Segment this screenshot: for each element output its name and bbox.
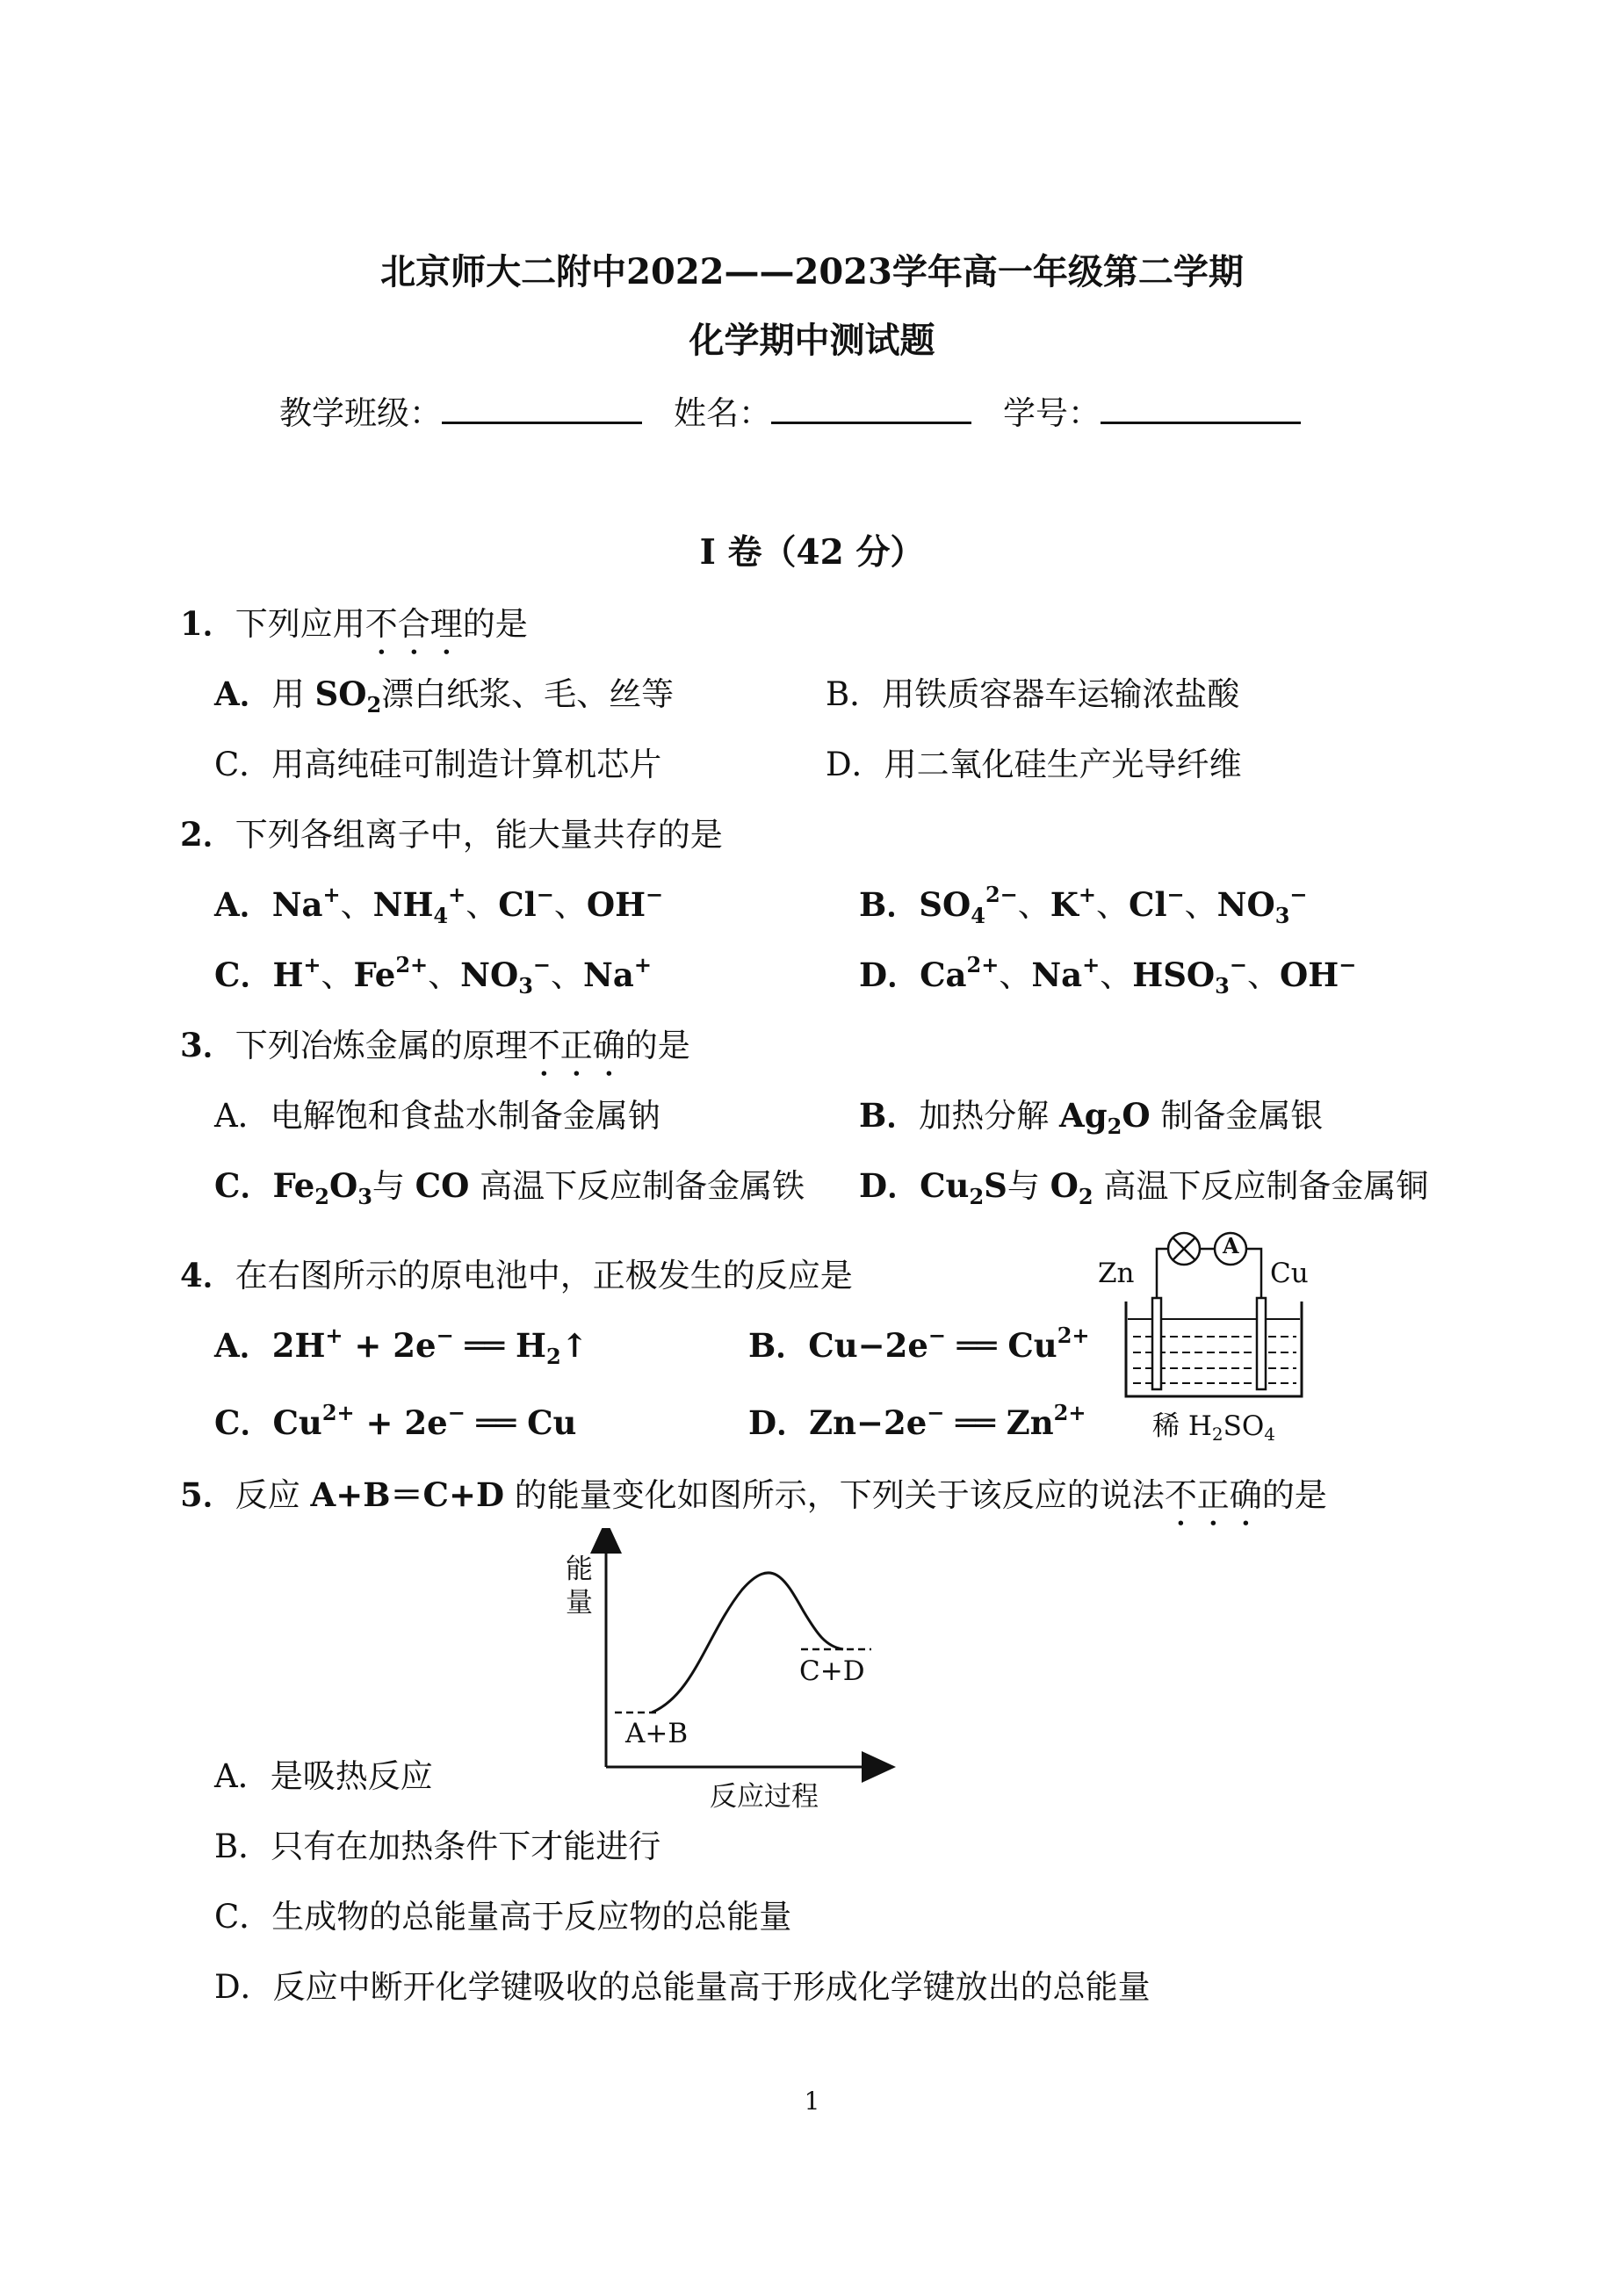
q2-stem: 2．下列各组离子中，能大量共存的是 [180,815,723,854]
q4-stem: 4．在右图所示的原电池中，正极发生的反应是 [180,1256,853,1294]
section-title: I 卷（42 分） [699,532,925,573]
class-label: 教学班级： [279,394,442,432]
q4-option-c: C．$Cu^{2+} + 2e^-$ ══ Cu [214,1400,577,1442]
ammeter-label: A [1223,1233,1239,1258]
exam-title-line1: 北京师大二附中2022——2023学年高一年级第二学期 [380,251,1244,292]
energy-curve [652,1573,843,1713]
cu-electrode [1257,1298,1266,1389]
q5-option-b: B．只有在加热条件下才能进行 [214,1828,661,1865]
q3-stem: 3．下列冶炼金属的原理不正确的是 [180,1026,690,1064]
zn-electrode [1152,1298,1161,1389]
products-label: C+D [799,1655,865,1687]
q1-option-d: D．用二氧化硅生产光导纤维 [826,746,1242,783]
q3-option-a: A．电解饱和食盐水制备金属钠 [214,1097,660,1135]
name-blank[interactable] [771,390,971,424]
q1-option-b: B．用铁质容器车运输浓盐酸 [826,675,1240,713]
zn-label: Zn [1098,1258,1135,1289]
cu-label: Cu [1270,1258,1309,1289]
class-blank[interactable] [442,390,642,424]
energy-axis-label: 能 量 [566,1554,593,1619]
q3-option-b: B．加热分解 $Ag_2O$ 制备金属银 [859,1096,1324,1139]
q5-stem: 5．反应 A+B＝C+D 的能量变化如图所示，下列关于该反应的说法不正确的是 [180,1475,1327,1514]
reactants-label: A+B [625,1718,689,1749]
energy-diagram [562,1528,896,1822]
name-label: 姓名： [674,394,771,432]
exam-title-line2: 化学期中测试题 [689,320,935,361]
q4-option-b: B．Cu−2e− ══ $Cu^{2+}$ [748,1323,1090,1365]
q4-option-d: D．Zn−2e− ══ $Zn^{2+}$ [748,1400,1086,1442]
q5-option-a: A．是吸热反应 [214,1757,433,1795]
q3-option-c: C．$Fe_2O_3$与 CO 高温下反应制备金属铁 [214,1166,805,1209]
q1-option-a: A．用 $SO_2$漂白纸浆、毛、丝等 [214,674,675,717]
q3-option-d: D．$Cu_2S$与 $O_2$ 高温下反应制备金属铜 [859,1166,1429,1209]
q1-stem: 1．下列应用不合理的是 [180,604,528,643]
q2-option-a: A．Na+、$NH_4^+$、Cl−、OH− [214,882,664,928]
reaction-progress-label: 反应过程 [710,1781,819,1813]
electrolyte-label: 稀 $H_2SO_4$ [1152,1410,1276,1445]
q2-option-d: D．$Ca^{2+}$、Na+、$HSO_3^-$、OH− [859,952,1357,999]
q5-option-d: D．反应中断开化学键吸收的总能量高于形成化学键放出的总能量 [214,1968,1151,2006]
q2-option-b: B．$SO_4^{2-}$、K+、Cl−、$NO_3^-$ [859,882,1308,928]
q4-option-a: A．2H+ + 2e− ══ $H_2↑$ [214,1323,588,1369]
id-label: 学号： [1003,394,1101,432]
galvanic-cell-diagram [1098,1203,1326,1449]
student-info-row [279,386,1332,434]
q5-option-c: C．生成物的总能量高于反应物的总能量 [214,1898,792,1936]
emphasis-text: 不正确 [527,1027,625,1064]
q2-option-c: C．H+、$Fe^{2+}$、$NO_3^-$、Na+ [214,952,652,999]
page-number: 1 [804,2087,820,2116]
id-blank[interactable] [1101,390,1301,424]
emphasis-text: 不合理 [364,605,463,643]
q1-option-c: C．用高纯硅可制造计算机芯片 [214,746,662,783]
emphasis-text: 不正确 [1164,1476,1262,1514]
